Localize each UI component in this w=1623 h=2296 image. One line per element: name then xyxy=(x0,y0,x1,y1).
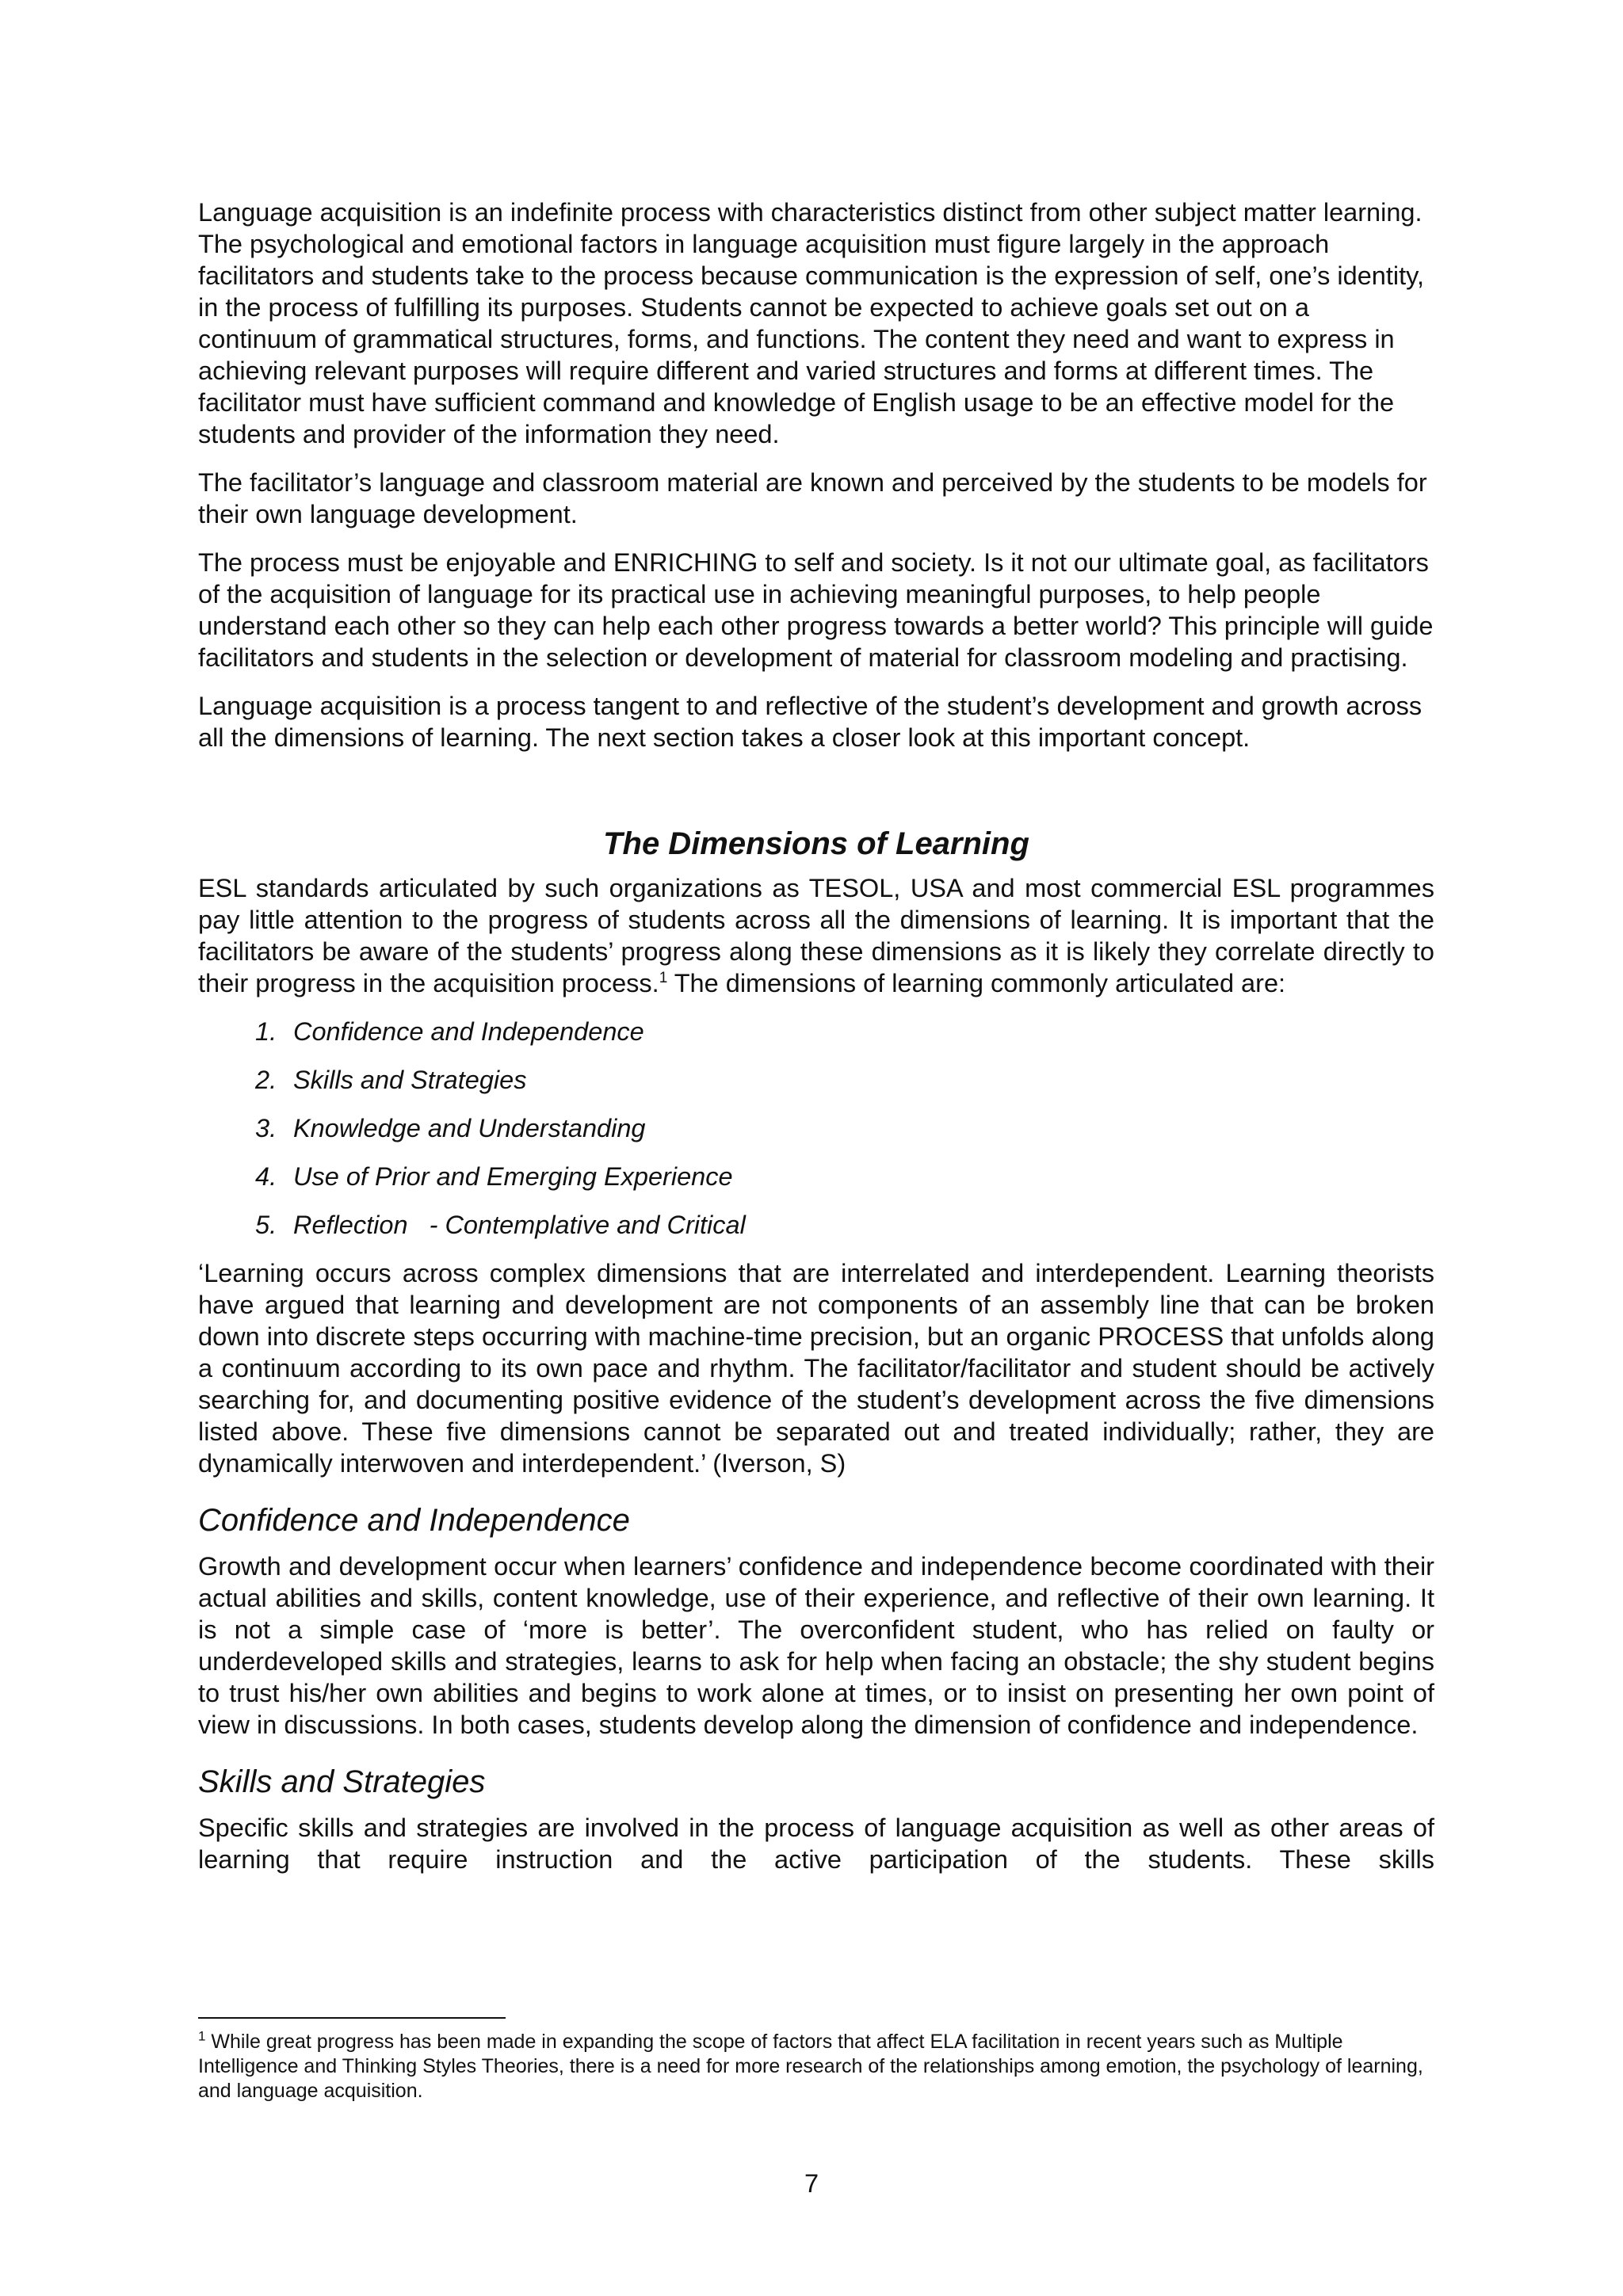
list-item xyxy=(255,1161,1434,1192)
footnote-divider xyxy=(198,2017,506,2019)
list-item-label: Confidence and Independence xyxy=(293,1017,644,1046)
subheading-skills: Skills and Strategies xyxy=(198,1764,486,1799)
body-paragraph-2: The facilitator’s language and classroom material are known and perceived by the students to be models for their own language development. xyxy=(198,468,1427,528)
footnote-marker: 1 xyxy=(198,2028,206,2044)
list-item-number: 3. xyxy=(255,1114,277,1142)
list-item xyxy=(255,1112,1434,1144)
confidence-paragraph: Growth and development occur when learners’ confidence and independence become coordinated with their actual abilities and skills, content knowledge, use of their experience, and reflective of their own learning. It is not a simple case of ‘more is better’. The overconfident student, who has relied on faulty or underdeveloped skills and strategies, learns to ask for help when facing an obstacle; the shy student begins to trust his/her own abilities and begins to work alone at times, or to insist on presenting her own point of view in discussions. In both cases, students develop along the dimension of confidence and independence. xyxy=(198,1552,1434,1739)
list-item-label: Reflection - Contemplative and Critical xyxy=(293,1211,746,1239)
list-item-number: 5. xyxy=(255,1211,277,1239)
list-item xyxy=(255,1064,1434,1096)
list-item-number: 4. xyxy=(255,1162,277,1191)
footnote-reference[interactable]: 1 xyxy=(659,970,668,987)
page-number: 7 xyxy=(804,2169,819,2198)
dimensions-intro-paragraph xyxy=(198,872,1434,999)
main-content xyxy=(198,196,1434,1892)
quote-paragraph: ‘Learning occurs across complex dimensions that are interrelated and interdependent. Learning theorists have argued that learning and development are not components of an assembly line that can be broken down into discrete steps occurring with machine-time precision, but an organic PROCESS that unfolds along a continuum according to its own pace and rhythm. The facilitator/facilitator and student should be actively searching for, and documenting positive evidence of the student’s development across the five dimensions listed above. These five dimensions cannot be separated out and treated individually; rather, they are dynamically interwoven and interdependent.’ (Iverson, S) xyxy=(198,1259,1434,1478)
list-item-number: 2. xyxy=(255,1066,277,1094)
subheading-confidence: Confidence and Independence xyxy=(198,1503,630,1538)
list-item-label: Knowledge and Understanding xyxy=(293,1114,646,1142)
list-item-label: Use of Prior and Emerging Experience xyxy=(293,1162,733,1191)
footnote xyxy=(198,2030,1434,2103)
body-paragraph-3: The process must be enjoyable and ENRICHING to self and society. Is it not our ultimate goal, as facilitators of the acquisition of language for its practical use in achieving meaningful purposes, to help people understand each other so they can help each other progress towards a better world? This principle will guide facilitators and students in the selection or development of material for classroom modeling and practising. xyxy=(198,548,1434,672)
body-paragraph-1: Language acquisition is an indefinite process with characteristics distinct from other subject matter learning. The psychological and emotional factors in language acquisition must figure largely in the approach facilitators and students take to the process because communication is the expression of self, one’s identity, in the process of fulfilling its purposes. Students cannot be expected to achieve goals set out on a continuum of grammatical structures, forms, and functions. The content they need and want to express in achieving relevant purposes will require different and varied structures and forms at different times. The facilitator must have sufficient command and knowledge of English usage to be an effective model for the students and provider of the information they need. xyxy=(198,198,1425,448)
body-paragraph-4: Language acquisition is a process tangent to and reflective of the student’s development and growth across all the dimensions of learning. The next section takes a closer look at this important concept. xyxy=(198,692,1423,752)
list-item-label: Skills and Strategies xyxy=(293,1066,527,1094)
list-item xyxy=(255,1209,1434,1241)
dimensions-list xyxy=(198,1016,1434,1241)
dimensions-intro-text: ESL standards articulated by such organizations as TESOL, USA and most commercial ESL programmes pay little attention to the progress of students across all the dimensions of learning. It is important that the facilitators be aware of the students’ progress along these dimensions as it is likely they correlate directly to their progress in the acquisition process. xyxy=(198,874,1434,997)
skills-paragraph: Specific skills and strategies are involved in the process of language acquisition as well as other areas of learning that require instruction and the active participation of the students. These skills xyxy=(198,1814,1434,1874)
section-title-dimensions: The Dimensions of Learning xyxy=(603,826,1029,861)
list-item xyxy=(255,1016,1434,1047)
dimensions-intro-text-end: The dimensions of learning commonly articulated are: xyxy=(667,969,1286,997)
list-item-number: 1. xyxy=(255,1017,277,1046)
footnote-text: While great progress has been made in expanding the scope of factors that affect ELA facilitation in recent years such as Multiple Intelligence and Thinking Styles Theories, there is a need for more research of the relationships among emotion, the psychology of learning, and language acquisition. xyxy=(198,2031,1423,2102)
